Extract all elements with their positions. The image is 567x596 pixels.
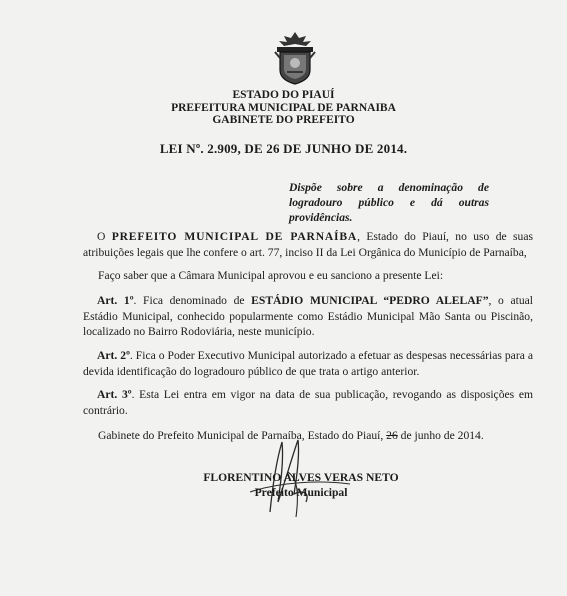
header-prefecture: PREFEITURA MUNICIPAL DE PARNAIBA bbox=[171, 102, 396, 114]
law-title: LEI Nº. 2.909, DE 26 DE JUNHO DE 2014. bbox=[159, 141, 408, 156]
header-state: ESTADO DO PIAUÍ bbox=[232, 89, 335, 101]
article-text: . Fica denominado de bbox=[133, 294, 252, 307]
preamble-paragraph bbox=[83, 229, 533, 260]
coat-of-arms-icon bbox=[273, 30, 317, 86]
article-label: Art. 2º bbox=[97, 349, 130, 362]
article-2 bbox=[83, 348, 533, 379]
article-1 bbox=[83, 293, 533, 340]
preamble-text: , Estado do Piauí, no uso de suas atribuições legais que lhe confere o art. 77, inciso II da Lei Orgânica do Município de Parnaíba, bbox=[83, 230, 533, 259]
article-text: . Fica o Poder Executivo Municipal autorizado a efetuar as despesas necessárias para a devida identificação do logradouro público de que trata o artigo anterior. bbox=[83, 349, 533, 378]
closing-text: Gabinete do Prefeito Municipal de Parnaíba, Estado do Piauí, bbox=[98, 429, 387, 442]
signer-role: Prefeito Municipal bbox=[254, 486, 348, 499]
signer-name: FLORENTINO ALVES VERAS NETO bbox=[203, 471, 399, 484]
preamble-title: PREFEITO MUNICIPAL DE PARNAÍBA bbox=[111, 230, 358, 243]
closing-end: de junho de 2014. bbox=[397, 429, 484, 442]
article-label: Art. 3º bbox=[97, 388, 132, 401]
stadium-name: ESTÁDIO MUNICIPAL “PEDRO ALELAF” bbox=[251, 294, 489, 307]
preamble-lead: O bbox=[97, 230, 112, 243]
article-3 bbox=[83, 387, 533, 418]
ementa: Dispõe sobre a denominação de logradouro público e dá outras providências. bbox=[289, 181, 489, 224]
closing-day: 26 bbox=[386, 429, 398, 442]
article-text: , o atual Estádio Municipal, conhecido popularmente como Estádio Municipal Mão Santa ou Piscinão, localizado no Bairro Rodoviária, neste município. bbox=[83, 294, 533, 338]
header-office: GABINETE DO PREFEITO bbox=[212, 114, 355, 126]
article-label: Art. 1º bbox=[97, 294, 134, 307]
article-text: . Esta Lei entra em vigor na data de sua publicação, revogando as disposições em contrário. bbox=[83, 388, 533, 417]
proclamation: Faço saber que a Câmara Municipal aprovou e eu sanciono a presente Lei: bbox=[98, 269, 444, 282]
